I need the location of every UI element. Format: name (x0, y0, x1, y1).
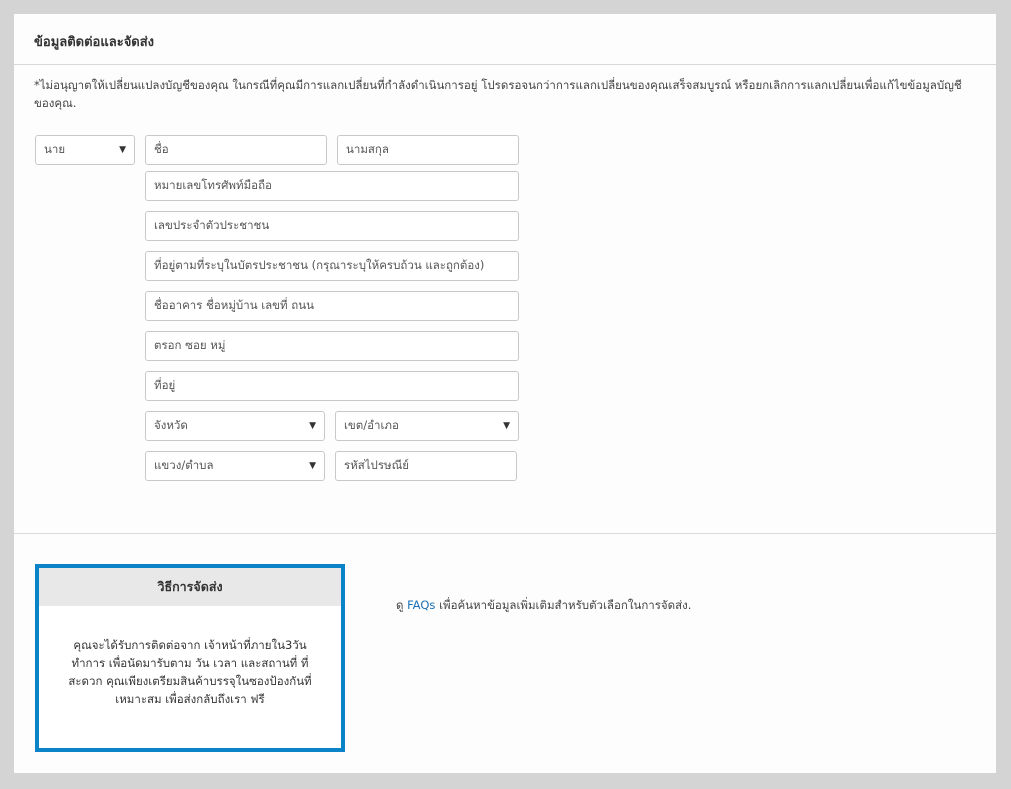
chevron-down-icon: ▼ (309, 421, 316, 431)
contact-delivery-panel (14, 14, 996, 773)
title-select-value: นาย (44, 142, 66, 156)
subdistrict-select-value: แขวง/ตำบล (154, 458, 214, 472)
district-select-value: เขต/อำเภอ (344, 418, 399, 432)
faq-link[interactable]: FAQs (407, 598, 436, 612)
address-input[interactable]: ที่อยู่ (145, 371, 519, 401)
district-select[interactable] (335, 411, 519, 441)
last-name-input[interactable]: นามสกุล (337, 135, 519, 165)
chevron-down-icon: ▼ (503, 421, 510, 431)
first-name-input[interactable]: ชื่อ (145, 135, 327, 165)
mobile-input[interactable]: หมายเลขโทรศัพท์มือถือ (145, 171, 519, 201)
id-number-input[interactable]: เลขประจำตัวประชาชน (145, 211, 519, 241)
chevron-down-icon: ▼ (309, 461, 316, 471)
id-address-input[interactable]: ที่อยู่ตามที่ระบุในบัตรประชาชน (กรุณาระบุให้ครบถ้วน และถูกต้อง) (145, 251, 519, 281)
alley-input[interactable]: ตรอก ซอย หมู่ (145, 331, 519, 361)
delivery-method-title: วิธีการจัดส่ง (39, 568, 341, 606)
account-change-notice: *ไม่อนุญาตให้เปลี่ยนแปลงบัญชีของคุณ ในกรณีที่คุณมีการแลกเปลี่ยนที่กำลังดำเนินการอยู่ โปรดรอจนกว่าการแลกเปลี่ยนของคุณเสร็จสมบูรณ์ หรือยกเลิกการแลกเปลี่ยนเพื่อแก้ไขข้อมูลบัญชีของคุณ. (34, 78, 962, 110)
building-input[interactable]: ชื่ออาคาร ชื่อหมู่บ้าน เลขที่ ถนน (145, 291, 519, 321)
delivery-method-card[interactable] (35, 564, 345, 752)
delivery-method-description: คุณจะได้รับการติดต่อจาก เจ้าหน้าที่ภายใน3วันทำการ เพื่อนัดมารับตาม วัน เวลา และสถานที่ ที่สะดวก คุณเพียงเตรียมสินค้าบรรจุในซองป้องกันที่เหมาะสม เพื่อส่งกลับถึงเรา ฟรี (68, 638, 312, 706)
faq-suffix: เพื่อค้นหาข้อมูลเพิ่มเติมสำหรับตัวเลือกในการจัดส่ง. (439, 598, 692, 612)
title-select[interactable] (35, 135, 135, 165)
subdistrict-select[interactable] (145, 451, 325, 481)
faq-prefix: ดู (396, 598, 404, 612)
divider (14, 64, 996, 65)
chevron-down-icon: ▼ (119, 145, 126, 155)
section-title: ข้อมูลติดต่อและจัดส่ง (34, 35, 155, 50)
province-select-value: จังหวัด (154, 418, 188, 432)
faq-hint (396, 597, 691, 615)
divider (14, 533, 996, 534)
postcode-input[interactable]: รหัสไปรษณีย์ (335, 451, 517, 481)
province-select[interactable] (145, 411, 325, 441)
